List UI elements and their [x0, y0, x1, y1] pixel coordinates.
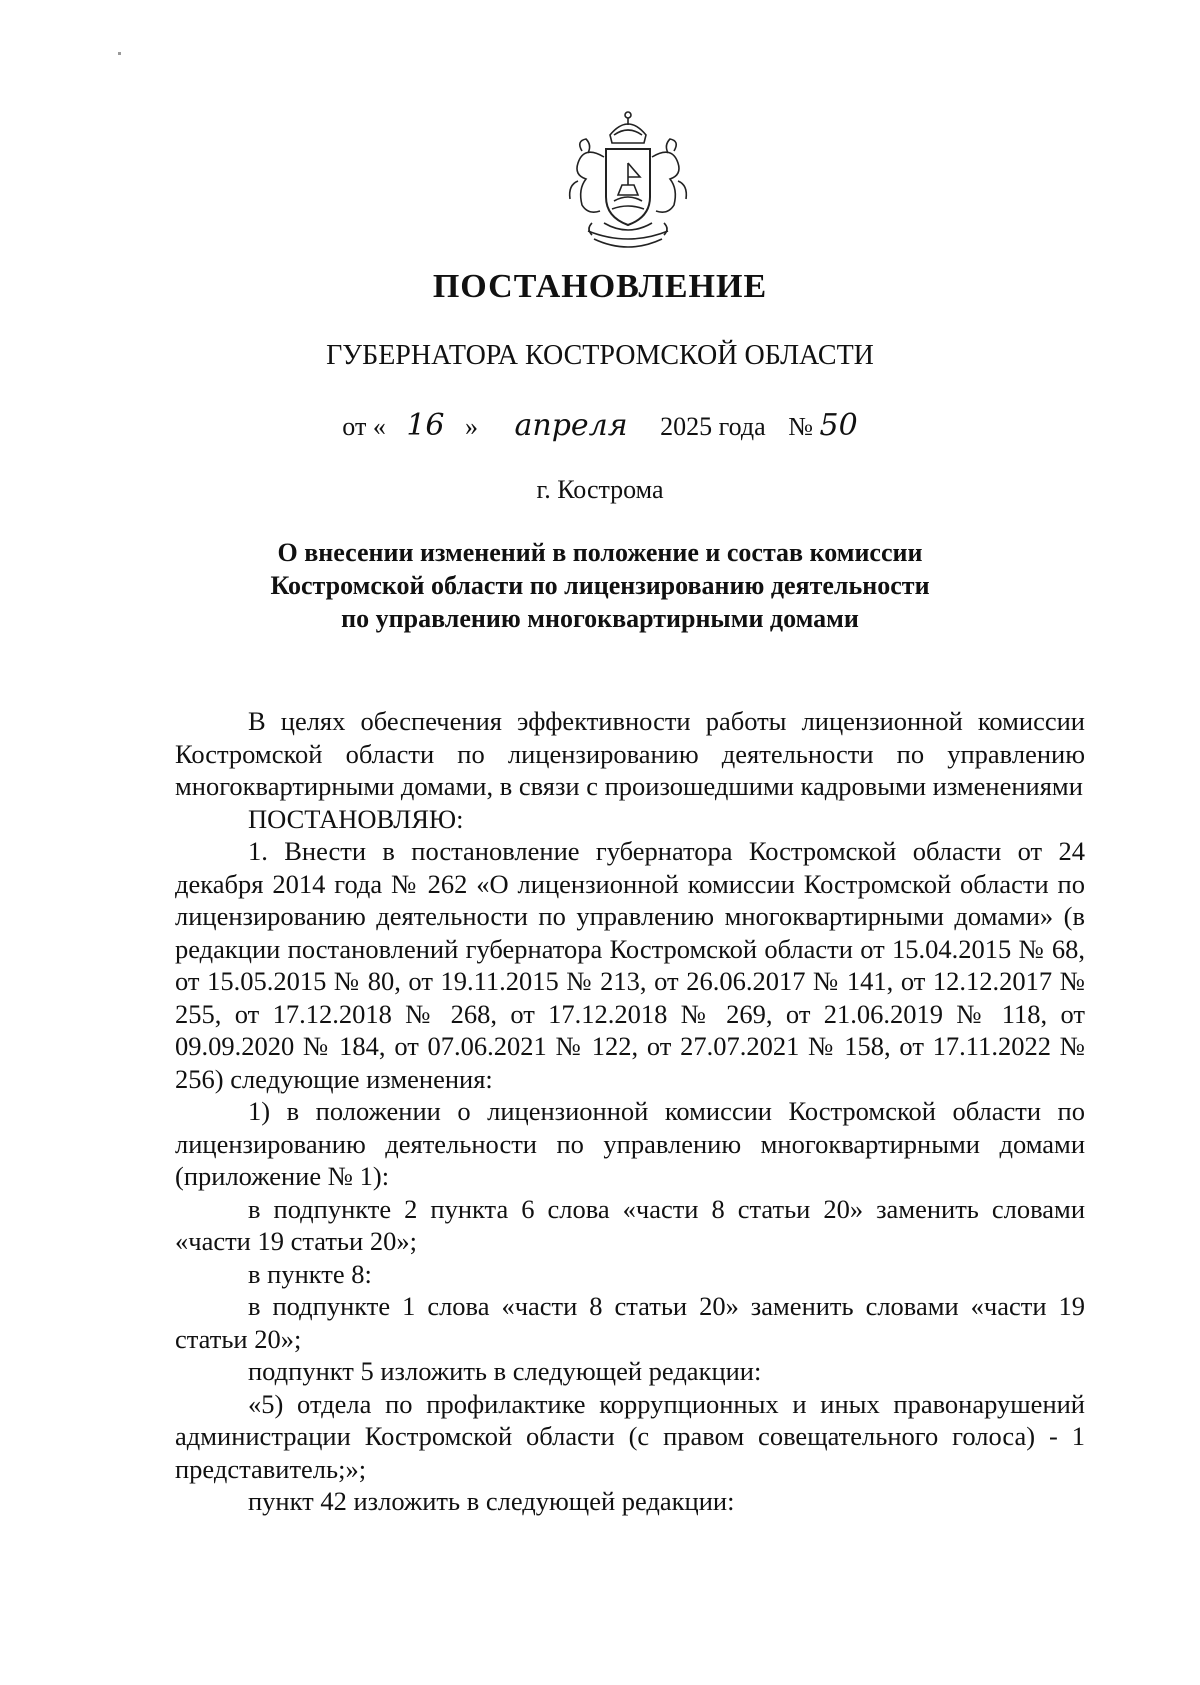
document-subject	[0, 536, 1200, 635]
date-year: 2025 года	[660, 412, 766, 441]
paragraph-change-6: пункт 42 изложить в следующей редакции:	[248, 1486, 735, 1516]
date-prefix: от «	[342, 412, 386, 441]
number-prefix: №	[788, 412, 814, 441]
paragraph-change-5: «5) отдела по профилактике коррупционных и иных правонарушений администрации Костромской области (с правом совещательного голоса) - 1 представитель;»;	[175, 1388, 1085, 1484]
paragraph-change-4: подпункт 5 изложить в следующей редакции:	[248, 1356, 762, 1386]
subject-line-1: О внесении изменений в положение и состав комиссии	[277, 538, 923, 567]
paragraph-preamble: В целях обеспечения эффективности работы лицензионной комиссии Костромской области по лицензированию деятельности по управлению многоквартирными домами, в связи с произошедшими кадровыми изменениями	[175, 706, 1085, 801]
paragraph-resolve: ПОСТАНОВЛЯЮ:	[248, 803, 464, 834]
date-quote-close: »	[465, 412, 479, 441]
paragraph-item-1: 1. Внести в постановление губернатора Костромской области от 24 декабря 2014 года № 262 «О лицензионной комиссии Костромской области по лицензированию деятельности по управлению многоквартирными домами» (в редакции постановлений губернатора Костромской области от 15.04.2015 № 68, от 15.05.2015 № 80, от 19.11.2015 № 213, от 26.06.2017 № 141, от 12.12.2017 № 255, от 17.12.2018 № 268, от 17.12.2018 № 269, от 21.06.2019 № 118, от 09.09.2020 № 184, от 07.06.2021 № 122, от 27.07.2021 № 158, от 17.11.2022 № 256) следующие изменения:	[175, 836, 1085, 1094]
coat-of-arms-icon	[548, 105, 708, 265]
date-month-handwritten: апреля	[514, 408, 628, 443]
paragraph-subitem-1: 1) в положении о лицензионной комиссии Костромской области по лицензированию деятельности по управлению многоквартирными домами (приложение № 1):	[175, 1096, 1085, 1191]
subject-line-3: по управлению многоквартирными домами	[341, 604, 859, 633]
paragraph-change-3: в подпункте 1 слова «части 8 статьи 20» заменить словами «части 19 статьи 20»;	[175, 1291, 1085, 1354]
scan-speck	[118, 52, 121, 55]
paragraph-change-1: в подпункте 2 пункта 6 слова «части 8 статьи 20» заменить словами «части 19 статьи 20»;	[175, 1193, 1085, 1256]
paragraph-change-2: в пункте 8:	[248, 1258, 372, 1289]
city-line: г. Кострома	[536, 475, 664, 504]
date-line	[0, 408, 1200, 443]
document-number-handwritten: 50	[819, 408, 858, 443]
issuer-title: ГУБЕРНАТОРА КОСТРОМСКОЙ ОБЛАСТИ	[326, 340, 874, 371]
document-type-title: ПОСТАНОВЛЕНИЕ	[432, 268, 768, 305]
document-body	[175, 705, 1085, 1518]
date-day-handwritten: 16	[406, 408, 445, 443]
subject-line-2: Костромской области по лицензированию деятельности	[270, 571, 930, 600]
